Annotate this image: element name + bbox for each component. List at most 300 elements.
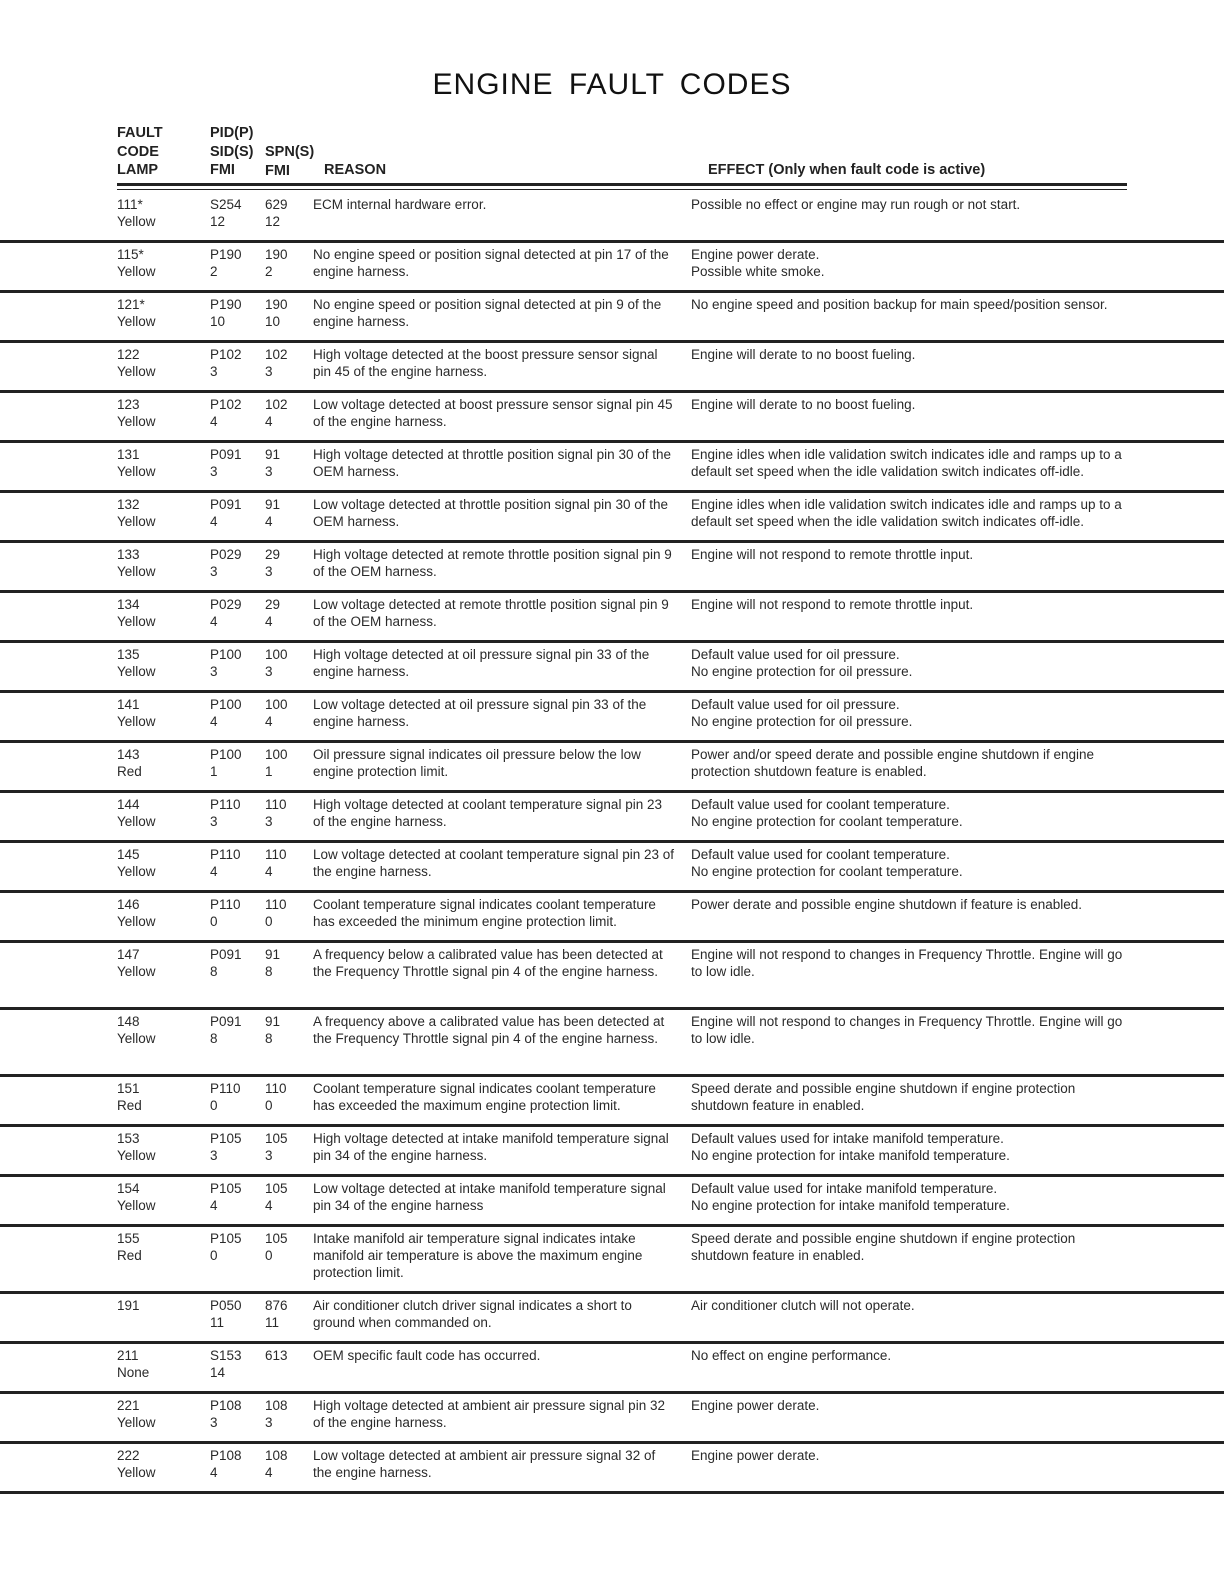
fault-code-lamp-code: 145 [117,847,140,862]
pid-sid-fmi-pid: P110 [210,797,241,812]
spn-fmi-spn-fmi: 0 [265,1248,273,1263]
fault-code-lamp-cell [117,546,202,580]
spn-fmi-spn: 105 [265,1231,288,1246]
fault-code-lamp-lamp: Yellow [117,464,156,479]
fault-code-lamp-cell [117,1297,202,1331]
spn-fmi-spn-fmi: 4 [265,414,273,429]
pid-sid-fmi-pid: P029 [210,597,242,612]
effect-cell [691,896,1131,913]
fault-code-lamp-lamp: Yellow [117,314,156,329]
reason-cell [313,846,675,880]
effect-effect: Engine will derate to no boost fueling. [691,347,916,362]
fault-code-lamp-lamp: Yellow [117,414,156,429]
fault-code-lamp-code: 222 [117,1448,140,1463]
spn-fmi-cell [265,396,309,430]
spn-fmi-cell [265,1080,309,1114]
pid-sid-fmi-pid: P110 [210,897,241,912]
pid-sid-fmi-cell [210,946,262,980]
fault-code-lamp-cell [117,446,202,480]
reason-reason: Coolant temperature signal indicates coolant temperature has exceeded the maximum engine protection limit. [313,1081,656,1113]
spn-fmi-spn: 110 [265,797,287,812]
fault-code-lamp-lamp: Red [117,1248,142,1263]
spn-fmi-spn-fmi: 4 [265,514,273,529]
effect-effect: Engine power derate. [691,1448,820,1463]
reason-reason: High voltage detected at ambient air pressure signal pin 32 of the engine harness. [313,1398,665,1430]
pid-sid-fmi-cell [210,896,262,930]
table-row [0,1077,1224,1127]
fault-code-lamp-lamp: Yellow [117,264,156,279]
spn-fmi-spn-fmi: 10 [265,314,281,329]
reason-cell [313,396,675,430]
pid-sid-fmi-cell [210,1297,262,1331]
pid-sid-fmi-cell [210,296,262,330]
pid-sid-fmi-pid: P050 [210,1298,242,1313]
fault-code-lamp-cell [117,196,202,230]
pid-sid-fmi-cell [210,1347,262,1381]
fault-code-lamp-code: 111* [117,197,143,212]
pid-sid-fmi-pid: P091 [210,497,242,512]
spn-fmi-cell [265,1297,309,1331]
spn-fmi-spn-fmi: 4 [265,714,273,729]
reason-cell [313,1447,675,1481]
fault-code-lamp-lamp: Yellow [117,1198,156,1213]
pid-sid-fmi-pid: P110 [210,847,241,862]
effect-effect: Default value used for intake manifold temperature. No engine protection for intake manifold temperature. [691,1181,1010,1213]
spn-fmi-spn-fmi: 1 [265,764,273,779]
pid-sid-fmi-pid: P190 [210,247,242,262]
fault-code-lamp-lamp: Yellow [117,1031,156,1046]
effect-cell [691,1297,1131,1314]
reason-reason: A frequency below a calibrated value has been detected at the Frequency Throttle signal pin 4 of the engine harness. [313,947,663,979]
spn-fmi-cell [265,696,309,730]
fault-code-lamp-code: 148 [117,1014,140,1029]
reason-cell [313,746,675,780]
spn-fmi-spn: 100 [265,647,288,662]
effect-effect: Engine power derate. [691,1398,820,1413]
fault-code-lamp-lamp: Yellow [117,964,156,979]
reason-cell [313,946,675,980]
header-spn-fmi: SPN(S) FMI [265,144,315,179]
effect-cell [691,746,1131,780]
fault-code-lamp-lamp: Yellow [117,814,156,829]
table-row [0,393,1224,443]
table-row [0,443,1224,493]
table-row [0,293,1224,343]
pid-sid-fmi-pid-fmi: 4 [210,1198,218,1213]
pid-sid-fmi-cell [210,496,262,530]
table-row [0,1444,1224,1494]
effect-cell [691,946,1131,980]
pid-sid-fmi-pid: P190 [210,297,242,312]
table-row [0,893,1224,943]
fault-code-lamp-lamp: Yellow [117,914,156,929]
pid-sid-fmi-pid-fmi: 4 [210,864,218,879]
fault-code-lamp-cell [117,496,202,530]
reason-reason: High voltage detected at the boost pressure sensor signal pin 45 of the engine harness. [313,347,658,379]
effect-cell [691,696,1131,730]
fault-code-lamp-cell [117,1130,202,1164]
effect-cell [691,1130,1131,1164]
spn-fmi-cell [265,1447,309,1481]
effect-effect: Engine will derate to no boost fueling. [691,397,916,412]
table-row [0,1227,1224,1294]
pid-sid-fmi-pid: P105 [210,1131,242,1146]
fault-code-lamp-cell [117,1180,202,1214]
header-fault-code-lamp: FAULT CODE LAMP [117,125,163,178]
pid-sid-fmi-pid: S153 [210,1348,242,1363]
spn-fmi-cell [265,846,309,880]
reason-cell [313,346,675,380]
fault-code-lamp-lamp: Red [117,764,142,779]
spn-fmi-cell [265,896,309,930]
pid-sid-fmi-pid: P091 [210,1014,242,1029]
fault-code-lamp-code: 141 [117,697,140,712]
fault-code-lamp-lamp: Yellow [117,714,156,729]
spn-fmi-cell [265,796,309,830]
effect-cell [691,196,1131,213]
reason-reason: High voltage detected at throttle position signal pin 30 of the OEM harness. [313,447,671,479]
pid-sid-fmi-pid-fmi: 3 [210,1415,218,1430]
pid-sid-fmi-cell [210,846,262,880]
pid-sid-fmi-pid: P102 [210,347,242,362]
effect-effect: Engine will not respond to remote throttle input. [691,597,974,612]
pid-sid-fmi-cell [210,796,262,830]
reason-reason: High voltage detected at intake manifold temperature signal pin 34 of the engine harness. [313,1131,669,1163]
fault-code-lamp-code: 115* [117,247,144,262]
fault-code-lamp-lamp: Yellow [117,1415,156,1430]
reason-cell [313,796,675,830]
reason-reason: Low voltage detected at boost pressure sensor signal pin 45 of the engine harness. [313,397,673,429]
reason-reason: High voltage detected at coolant temperature signal pin 23 of the engine harness. [313,797,662,829]
spn-fmi-spn: 110 [265,897,287,912]
pid-sid-fmi-pid-fmi: 3 [210,464,218,479]
pid-sid-fmi-pid-fmi: 2 [210,264,218,279]
effect-effect: Power derate and possible engine shutdown if feature is enabled. [691,897,1083,912]
reason-cell [313,1013,675,1047]
spn-fmi-spn: 876 [265,1298,288,1313]
pid-sid-fmi-cell [210,546,262,580]
spn-fmi-spn: 105 [265,1131,288,1146]
spn-fmi-spn-fmi: 3 [265,1415,273,1430]
effect-cell [691,1013,1131,1047]
reason-cell [313,896,675,930]
fault-code-lamp-lamp: Yellow [117,364,156,379]
fault-code-lamp-cell [117,396,202,430]
spn-fmi-cell [265,1180,309,1214]
pid-sid-fmi-cell [210,1397,262,1431]
effect-effect: Default value used for oil pressure. No engine protection for oil pressure. [691,697,913,729]
spn-fmi-cell [265,1013,309,1047]
spn-fmi-cell [265,496,309,530]
spn-fmi-spn: 190 [265,297,288,312]
effect-cell [691,546,1131,563]
fault-code-lamp-cell [117,1347,202,1381]
spn-fmi-spn: 91 [265,947,281,962]
pid-sid-fmi-pid-fmi: 3 [210,664,218,679]
pid-sid-fmi-pid-fmi: 8 [210,964,218,979]
reason-cell [313,1347,675,1364]
fault-code-lamp-code: 122 [117,347,140,362]
table-row [0,343,1224,393]
effect-effect: Engine power derate. Possible white smoke. [691,247,825,279]
spn-fmi-spn-fmi: 4 [265,864,273,879]
fault-code-lamp-code: 134 [117,597,140,612]
pid-sid-fmi-cell [210,1230,262,1264]
spn-fmi-spn: 102 [265,397,288,412]
spn-fmi-spn-fmi: 0 [265,914,273,929]
table-row [0,1394,1224,1444]
fault-code-lamp-cell [117,1230,202,1264]
table-row [0,243,1224,293]
spn-fmi-spn-fmi: 3 [265,564,273,579]
reason-reason: Air conditioner clutch driver signal indicates a short to ground when commanded on. [313,1298,632,1330]
fault-code-lamp-code: 132 [117,497,140,512]
pid-sid-fmi-pid: P108 [210,1448,242,1463]
spn-fmi-cell [265,446,309,480]
reason-reason: No engine speed or position signal detected at pin 9 of the engine harness. [313,297,662,329]
pid-sid-fmi-pid: P110 [210,1081,241,1096]
spn-fmi-cell [265,296,309,330]
effect-effect: No engine speed and position backup for main speed/position sensor. [691,297,1108,312]
reason-reason: Intake manifold air temperature signal indicates intake manifold air temperature is above the maximum engine protection limit. [313,1231,643,1280]
pid-sid-fmi-cell [210,246,262,280]
effect-effect: Engine idles when idle validation switch indicates idle and ramps up to a default set speed when the idle validation switch indicates off-idle. [691,447,1122,479]
pid-sid-fmi-pid-fmi: 0 [210,914,218,929]
effect-effect: No effect on engine performance. [691,1348,892,1363]
pid-sid-fmi-pid-fmi: 0 [210,1098,218,1113]
effect-cell [691,1347,1131,1364]
spn-fmi-cell [265,546,309,580]
table-row [0,793,1224,843]
fault-code-lamp-code: 151 [117,1081,140,1096]
fault-code-lamp-cell [117,596,202,630]
fault-code-lamp-cell [117,246,202,280]
reason-reason: Low voltage detected at coolant temperature signal pin 23 of the engine harness. [313,847,674,879]
fault-code-lamp-code: 221 [117,1398,140,1413]
effect-cell [691,596,1131,613]
effect-cell [691,646,1131,680]
pid-sid-fmi-pid-fmi: 3 [210,1148,218,1163]
reason-cell [313,596,675,630]
reason-reason: OEM specific fault code has occurred. [313,1348,541,1363]
effect-effect: Default value used for oil pressure. No engine protection for oil pressure. [691,647,913,679]
fault-code-lamp-code: 123 [117,397,140,412]
fault-code-lamp-code: 211 [117,1348,139,1363]
pid-sid-fmi-pid: P100 [210,697,242,712]
fault-code-lamp-code: 133 [117,547,140,562]
reason-cell [313,1297,675,1331]
pid-sid-fmi-pid-fmi: 4 [210,414,218,429]
spn-fmi-spn: 29 [265,597,281,612]
pid-sid-fmi-pid-fmi: 4 [210,1465,218,1480]
spn-fmi-spn: 190 [265,247,288,262]
spn-fmi-cell [265,196,309,230]
pid-sid-fmi-cell [210,1130,262,1164]
pid-sid-fmi-pid-fmi: 3 [210,814,218,829]
table-row [0,593,1224,643]
spn-fmi-spn-fmi: 3 [265,1148,273,1163]
fault-code-lamp-cell [117,696,202,730]
reason-reason: Oil pressure signal indicates oil pressure below the low engine protection limit. [313,747,641,779]
pid-sid-fmi-pid-fmi: 12 [210,214,226,229]
pid-sid-fmi-pid: P105 [210,1181,242,1196]
fault-code-lamp-lamp: Yellow [117,214,156,229]
fault-code-lamp-lamp: Yellow [117,514,156,529]
table-row [0,493,1224,543]
reason-reason: Low voltage detected at ambient air pressure signal 32 of the engine harness. [313,1448,656,1480]
fault-code-lamp-lamp: Yellow [117,664,156,679]
fault-code-lamp-cell [117,646,202,680]
header-effect: EFFECT (Only when fault code is active) [708,162,986,178]
spn-fmi-spn: 100 [265,697,288,712]
effect-cell [691,396,1131,413]
pid-sid-fmi-pid: P029 [210,547,242,562]
spn-fmi-cell [265,346,309,380]
effect-effect: Air conditioner clutch will not operate. [691,1298,915,1313]
spn-fmi-cell [265,596,309,630]
pid-sid-fmi-pid-fmi: 10 [210,314,226,329]
spn-fmi-spn-fmi: 4 [265,614,273,629]
spn-fmi-spn-fmi: 3 [265,664,273,679]
effect-cell [691,346,1131,363]
spn-fmi-cell [265,646,309,680]
spn-fmi-spn: 108 [265,1448,288,1463]
pid-sid-fmi-pid: P105 [210,1231,242,1246]
effect-effect: Speed derate and possible engine shutdown if engine protection shutdown feature in enabled. [691,1231,1076,1263]
spn-fmi-spn: 91 [265,447,281,462]
pid-sid-fmi-cell [210,696,262,730]
pid-sid-fmi-cell [210,196,262,230]
pid-sid-fmi-pid: P102 [210,397,242,412]
pid-sid-fmi-pid-fmi: 8 [210,1031,218,1046]
reason-reason: Low voltage detected at intake manifold temperature signal pin 34 of the engine harness [313,1181,666,1213]
reason-cell [313,546,675,580]
spn-fmi-spn-fmi: 3 [265,364,273,379]
pid-sid-fmi-cell [210,746,262,780]
reason-reason: A frequency above a calibrated value has been detected at the Frequency Throttle signal pin 4 of the engine harness. [313,1014,665,1046]
spn-fmi-spn-fmi: 8 [265,1031,273,1046]
fault-code-lamp-code: 154 [117,1181,140,1196]
fault-code-lamp-code: 121* [117,297,145,312]
table-row [0,643,1224,693]
fault-code-lamp-lamp: Yellow [117,564,156,579]
fault-code-lamp-code: 155 [117,1231,140,1246]
fault-code-lamp-code: 191 [117,1298,140,1313]
pid-sid-fmi-pid-fmi: 1 [210,764,218,779]
reason-cell [313,496,675,530]
spn-fmi-spn: 102 [265,347,288,362]
spn-fmi-spn: 100 [265,747,288,762]
reason-cell [313,1080,675,1114]
spn-fmi-spn: 105 [265,1181,288,1196]
spn-fmi-spn-fmi: 8 [265,964,273,979]
effect-cell [691,846,1131,880]
reason-reason: High voltage detected at remote throttle position signal pin 9 of the OEM harness. [313,547,672,579]
pid-sid-fmi-pid-fmi: 4 [210,714,218,729]
pid-sid-fmi-cell [210,646,262,680]
header-thin-rule [117,189,1127,190]
table-row [0,193,1224,243]
fault-code-lamp-cell [117,1397,202,1431]
pid-sid-fmi-pid-fmi: 0 [210,1248,218,1263]
table-row [0,693,1224,743]
pid-sid-fmi-pid-fmi: 14 [210,1365,226,1380]
effect-cell [691,1180,1131,1214]
pid-sid-fmi-pid-fmi: 4 [210,514,218,529]
reason-cell [313,246,675,280]
effect-effect: Engine will not respond to changes in Frequency Throttle. Engine will go to low idle. [691,1014,1123,1046]
effect-cell [691,1397,1131,1414]
fault-code-lamp-cell [117,1013,202,1047]
spn-fmi-cell [265,1397,309,1431]
spn-fmi-spn-fmi: 4 [265,1465,273,1480]
fault-code-lamp-cell [117,896,202,930]
pid-sid-fmi-pid-fmi: 3 [210,564,218,579]
effect-effect: Engine will not respond to remote throttle input. [691,547,974,562]
effect-cell [691,296,1131,313]
spn-fmi-spn: 108 [265,1398,288,1413]
reason-cell [313,446,675,480]
effect-effect: Default value used for coolant temperature. No engine protection for coolant temperature. [691,797,963,829]
fault-code-lamp-cell [117,846,202,880]
pid-sid-fmi-cell [210,446,262,480]
spn-fmi-spn: 110 [265,1081,287,1096]
effect-cell [691,446,1131,480]
fault-code-lamp-code: 153 [117,1131,140,1146]
spn-fmi-spn-fmi: 3 [265,814,273,829]
pid-sid-fmi-pid-fmi: 4 [210,614,218,629]
spn-fmi-spn-fmi: 11 [265,1315,280,1330]
fault-code-lamp-lamp: Yellow [117,864,156,879]
spn-fmi-spn-fmi: 0 [265,1098,273,1113]
spn-fmi-spn: 629 [265,197,288,212]
table-row [0,1177,1224,1227]
reason-cell [313,1230,675,1281]
fault-code-lamp-cell [117,746,202,780]
effect-cell [691,496,1131,530]
pid-sid-fmi-cell [210,1080,262,1114]
spn-fmi-cell [265,246,309,280]
header-thick-rule [117,183,1127,186]
effect-cell [691,1230,1131,1264]
reason-cell [313,1180,675,1214]
spn-fmi-spn-fmi: 3 [265,464,273,479]
spn-fmi-spn: 91 [265,1014,281,1029]
effect-effect: Speed derate and possible engine shutdown if engine protection shutdown feature in enabled. [691,1081,1076,1113]
fault-code-lamp-lamp [117,1314,202,1331]
reason-reason: No engine speed or position signal detected at pin 17 of the engine harness. [313,247,669,279]
fault-code-table [0,193,1224,1494]
fault-code-lamp-cell [117,1447,202,1481]
spn-fmi-spn-fmi: 4 [265,1198,273,1213]
effect-cell [691,1080,1131,1114]
table-row [0,1010,1224,1077]
reason-cell [313,646,675,680]
reason-reason: Low voltage detected at throttle position signal pin 30 of the OEM harness. [313,497,668,529]
table-row [0,1294,1224,1344]
pid-sid-fmi-pid: P108 [210,1398,242,1413]
header-reason: REASON [324,162,387,178]
table-row [0,543,1224,593]
pid-sid-fmi-cell [210,346,262,380]
header-pid-sid-fmi: PID(P) SID(S) FMI [210,125,254,178]
reason-reason: ECM internal hardware error. [313,197,487,212]
fault-code-lamp-code: 143 [117,747,140,762]
pid-sid-fmi-pid-fmi: 3 [210,364,218,379]
table-row [0,843,1224,893]
table-row [0,1127,1224,1177]
fault-code-lamp-lamp: None [117,1365,150,1380]
